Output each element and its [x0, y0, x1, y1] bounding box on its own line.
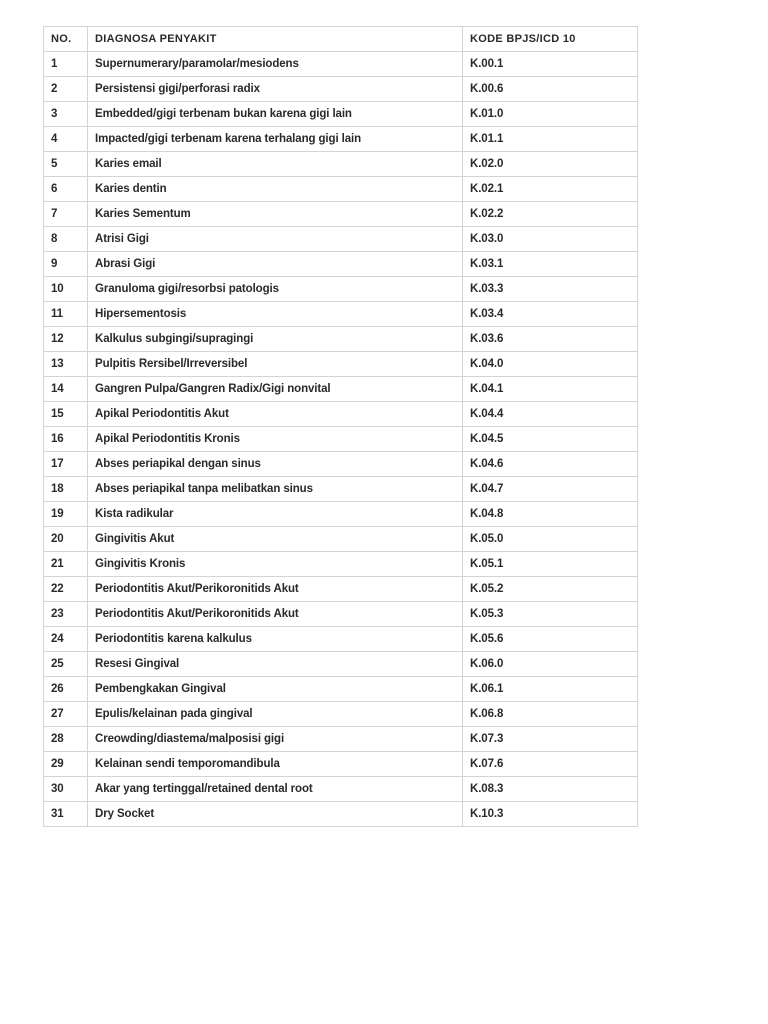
- table-row: [44, 502, 638, 527]
- cell-no: 1: [44, 52, 88, 77]
- cell-diagnosis: Hipersementosis: [88, 302, 463, 327]
- table-row: [44, 477, 638, 502]
- cell-diagnosis: Atrisi Gigi: [88, 227, 463, 252]
- cell-no: 27: [44, 702, 88, 727]
- cell-no: 29: [44, 752, 88, 777]
- table-row: [44, 727, 638, 752]
- diagnosis-table-container: [43, 26, 637, 827]
- table-row: [44, 127, 638, 152]
- cell-diagnosis: Abses periapikal dengan sinus: [88, 452, 463, 477]
- cell-code: K.00.1: [463, 52, 638, 77]
- cell-no: 11: [44, 302, 88, 327]
- table-row: [44, 227, 638, 252]
- cell-code: K.04.7: [463, 477, 638, 502]
- cell-diagnosis: Karies dentin: [88, 177, 463, 202]
- cell-no: 23: [44, 602, 88, 627]
- cell-diagnosis: Periodontitis Akut/Perikoronitids Akut: [88, 577, 463, 602]
- cell-diagnosis: Embedded/gigi terbenam bukan karena gigi lain: [88, 102, 463, 127]
- cell-code: K.03.6: [463, 327, 638, 352]
- table-body: [44, 52, 638, 827]
- cell-no: 25: [44, 652, 88, 677]
- table-row: [44, 352, 638, 377]
- cell-code: K.02.2: [463, 202, 638, 227]
- table-row: [44, 327, 638, 352]
- cell-no: 2: [44, 77, 88, 102]
- table-row: [44, 802, 638, 827]
- cell-code: K.10.3: [463, 802, 638, 827]
- cell-code: K.07.3: [463, 727, 638, 752]
- cell-no: 15: [44, 402, 88, 427]
- cell-code: K.06.1: [463, 677, 638, 702]
- cell-code: K.03.3: [463, 277, 638, 302]
- cell-no: 10: [44, 277, 88, 302]
- cell-no: 6: [44, 177, 88, 202]
- table-row: [44, 177, 638, 202]
- cell-diagnosis: Apikal Periodontitis Akut: [88, 402, 463, 427]
- cell-code: K.04.6: [463, 452, 638, 477]
- cell-no: 30: [44, 777, 88, 802]
- cell-diagnosis: Resesi Gingival: [88, 652, 463, 677]
- cell-code: K.04.5: [463, 427, 638, 452]
- cell-code: K.04.0: [463, 352, 638, 377]
- cell-diagnosis: Abrasi Gigi: [88, 252, 463, 277]
- cell-code: K.01.1: [463, 127, 638, 152]
- cell-diagnosis: Abses periapikal tanpa melibatkan sinus: [88, 477, 463, 502]
- cell-no: 8: [44, 227, 88, 252]
- cell-code: K.04.8: [463, 502, 638, 527]
- cell-no: 12: [44, 327, 88, 352]
- cell-code: K.00.6: [463, 77, 638, 102]
- cell-no: 17: [44, 452, 88, 477]
- header-code: KODE BPJS/ICD 10: [463, 27, 638, 52]
- cell-no: 22: [44, 577, 88, 602]
- table-row: [44, 302, 638, 327]
- cell-code: K.05.1: [463, 552, 638, 577]
- cell-code: K.02.0: [463, 152, 638, 177]
- table-row: [44, 402, 638, 427]
- table-row: [44, 152, 638, 177]
- table-row: [44, 652, 638, 677]
- cell-code: K.01.0: [463, 102, 638, 127]
- table-row: [44, 677, 638, 702]
- cell-diagnosis: Dry Socket: [88, 802, 463, 827]
- cell-no: 7: [44, 202, 88, 227]
- cell-no: 9: [44, 252, 88, 277]
- cell-diagnosis: Gangren Pulpa/Gangren Radix/Gigi nonvital: [88, 377, 463, 402]
- cell-code: K.05.3: [463, 602, 638, 627]
- cell-code: K.03.0: [463, 227, 638, 252]
- table-row: [44, 202, 638, 227]
- cell-code: K.04.1: [463, 377, 638, 402]
- table-row: [44, 452, 638, 477]
- cell-diagnosis: Epulis/kelainan pada gingival: [88, 702, 463, 727]
- cell-code: K.06.0: [463, 652, 638, 677]
- header-diagnosis: DIAGNOSA PENYAKIT: [88, 27, 463, 52]
- cell-diagnosis: Periodontitis Akut/Perikoronitids Akut: [88, 602, 463, 627]
- cell-diagnosis: Gingivitis Kronis: [88, 552, 463, 577]
- table-row: [44, 602, 638, 627]
- table-row: [44, 52, 638, 77]
- cell-diagnosis: Akar yang tertinggal/retained dental root: [88, 777, 463, 802]
- cell-diagnosis: Impacted/gigi terbenam karena terhalang gigi lain: [88, 127, 463, 152]
- table-row: [44, 427, 638, 452]
- cell-code: K.05.2: [463, 577, 638, 602]
- cell-no: 18: [44, 477, 88, 502]
- cell-diagnosis: Apikal Periodontitis Kronis: [88, 427, 463, 452]
- cell-no: 14: [44, 377, 88, 402]
- table-header: [44, 27, 638, 52]
- cell-code: K.08.3: [463, 777, 638, 802]
- cell-code: K.07.6: [463, 752, 638, 777]
- table-row: [44, 252, 638, 277]
- cell-diagnosis: Granuloma gigi/resorbsi patologis: [88, 277, 463, 302]
- cell-code: K.04.4: [463, 402, 638, 427]
- table-row: [44, 377, 638, 402]
- cell-code: K.06.8: [463, 702, 638, 727]
- cell-diagnosis: Gingivitis Akut: [88, 527, 463, 552]
- cell-no: 20: [44, 527, 88, 552]
- diagnosis-code-table: [43, 26, 638, 827]
- cell-code: K.03.1: [463, 252, 638, 277]
- cell-diagnosis: Periodontitis karena kalkulus: [88, 627, 463, 652]
- table-row: [44, 102, 638, 127]
- cell-diagnosis: Creowding/diastema/malposisi gigi: [88, 727, 463, 752]
- table-row: [44, 777, 638, 802]
- cell-no: 24: [44, 627, 88, 652]
- header-no: NO.: [44, 27, 88, 52]
- cell-diagnosis: Supernumerary/paramolar/mesiodens: [88, 52, 463, 77]
- cell-no: 16: [44, 427, 88, 452]
- cell-no: 13: [44, 352, 88, 377]
- table-row: [44, 627, 638, 652]
- cell-code: K.05.6: [463, 627, 638, 652]
- table-row: [44, 552, 638, 577]
- cell-diagnosis: Kista radikular: [88, 502, 463, 527]
- cell-no: 4: [44, 127, 88, 152]
- cell-diagnosis: Kelainan sendi temporomandibula: [88, 752, 463, 777]
- cell-no: 28: [44, 727, 88, 752]
- cell-diagnosis: Karies email: [88, 152, 463, 177]
- header-row: [44, 27, 638, 52]
- cell-code: K.05.0: [463, 527, 638, 552]
- cell-code: K.03.4: [463, 302, 638, 327]
- cell-diagnosis: Kalkulus subgingi/supragingi: [88, 327, 463, 352]
- cell-diagnosis: Pembengkakan Gingival: [88, 677, 463, 702]
- cell-diagnosis: Pulpitis Rersibel/Irreversibel: [88, 352, 463, 377]
- table-row: [44, 77, 638, 102]
- cell-no: 31: [44, 802, 88, 827]
- table-row: [44, 702, 638, 727]
- cell-no: 3: [44, 102, 88, 127]
- table-row: [44, 527, 638, 552]
- table-row: [44, 277, 638, 302]
- cell-code: K.02.1: [463, 177, 638, 202]
- cell-diagnosis: Persistensi gigi/perforasi radix: [88, 77, 463, 102]
- cell-diagnosis: Karies Sementum: [88, 202, 463, 227]
- table-row: [44, 752, 638, 777]
- table-row: [44, 577, 638, 602]
- cell-no: 26: [44, 677, 88, 702]
- cell-no: 5: [44, 152, 88, 177]
- cell-no: 19: [44, 502, 88, 527]
- cell-no: 21: [44, 552, 88, 577]
